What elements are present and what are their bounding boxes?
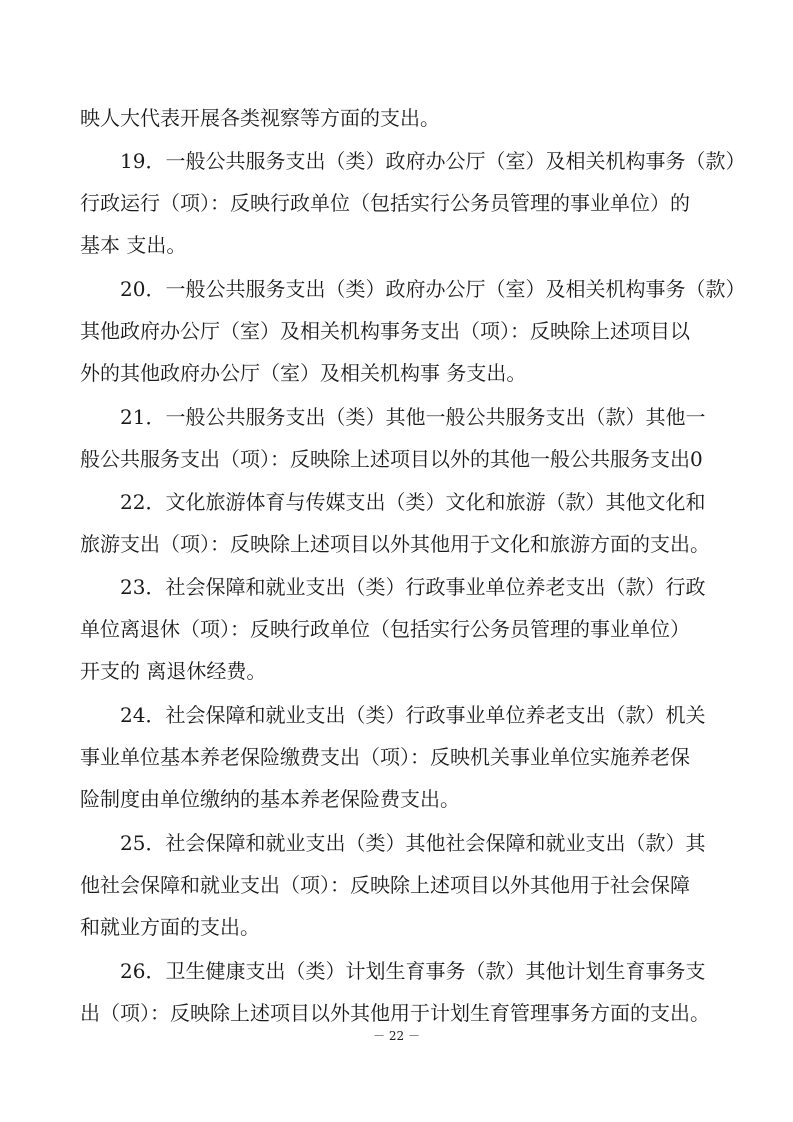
text-line: 基本 支出。 bbox=[80, 233, 187, 257]
text-line: 旅游支出（项）：反映除上述项目以外其他用于文化和旅游方面的支出。 bbox=[80, 532, 710, 556]
paragraph-21-line-1: 21．一般公共服务支出（类）其他一般公共服务支出（款）其他一 bbox=[120, 405, 706, 429]
text-line: 出（项）：反映除上述项目以外其他用于计划生育管理事务方面的支出。 bbox=[80, 1001, 710, 1025]
text-line: 事业单位基本养老保险缴费支出（项）：反映机关事业单位实施养老保 bbox=[80, 745, 690, 769]
text-line: 其他政府办公厅（室）及相关机构事务支出（项）：反映除上述项目以 bbox=[80, 319, 690, 343]
text-line: 和就业方面的支出。 bbox=[80, 915, 260, 939]
paragraph-24-line-1: 24．社会保障和就业支出（类）行政事业单位养老支出（款）机关 bbox=[120, 703, 706, 727]
paragraph-20-line-1: 20．一般公共服务支出（类）政府办公厅（室）及相关机构事务（款） bbox=[120, 277, 746, 301]
paragraph-26-line-1: 26．卫生健康支出（类）计划生育事务（款）其他计划生育事务支 bbox=[120, 959, 706, 983]
page-number: － 22 － bbox=[373, 1029, 420, 1043]
paragraph-19-line-1: 19．一般公共服务支出（类）政府办公厅（室）及相关机构事务（款） bbox=[120, 149, 746, 173]
text-line: 单位离退休（项）：反映行政单位（包括实行公务员管理的事业单位） bbox=[80, 617, 690, 641]
text-line: 外的其他政府办公厅（室）及相关机构事 务支出。 bbox=[80, 361, 527, 385]
text-line: 开支的 离退休经费。 bbox=[80, 659, 267, 683]
text-line: 行政运行（项）：反映行政单位（包括实行公务员管理的事业单位）的 bbox=[80, 191, 690, 215]
paragraph-25-line-1: 25．社会保障和就业支出（类）其他社会保障和就业支出（款）其 bbox=[120, 831, 706, 855]
text-line: 险制度由单位缴纳的基本养老保险费支出。 bbox=[80, 787, 460, 811]
text-line: 他社会保障和就业支出（项）：反映除上述项目以外其他用于社会保障 bbox=[80, 873, 690, 897]
paragraph-23-line-1: 23．社会保障和就业支出（类）行政事业单位养老支出（款）行政 bbox=[120, 575, 706, 599]
text-line: 般公共服务支出（项）：反映除上述项目以外的其他一般公共服务支出0 bbox=[80, 447, 703, 471]
text-line: 映人大代表开展各类视察等方面的支出。 bbox=[80, 106, 440, 130]
paragraph-22-line-1: 22．文化旅游体育与传媒支出（类）文化和旅游（款）其他文化和 bbox=[120, 490, 706, 514]
